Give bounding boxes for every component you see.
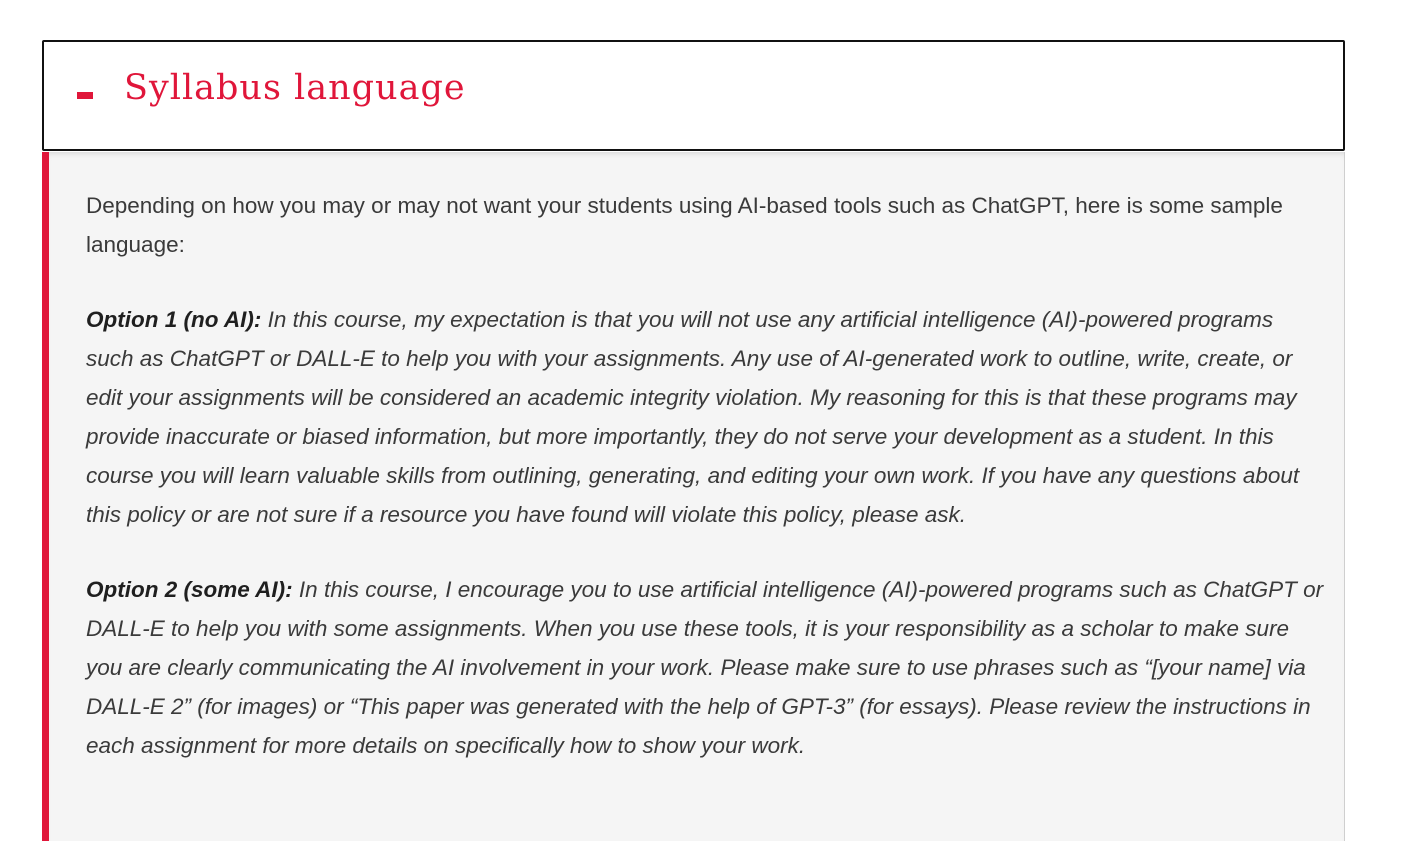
syllabus-accordion <box>42 40 1345 841</box>
option-2-paragraph <box>86 570 1326 765</box>
minus-icon[interactable] <box>77 92 93 99</box>
option-1-paragraph <box>86 300 1326 534</box>
option-1-label: Option 1 (no AI): <box>86 307 262 332</box>
option-2-label: Option 2 (some AI): <box>86 577 293 602</box>
accordion-panel <box>42 152 1345 841</box>
accordion-title[interactable]: Syllabus language <box>124 68 466 108</box>
intro-paragraph: Depending on how you may or may not want your students using AI-based tools such as ChatGPT, here is some sample language: <box>86 193 1283 257</box>
panel-content <box>86 186 1326 801</box>
option-2-text: In this course, I encourage you to use artificial intelligence (AI)-powered programs such as ChatGPT or DALL-E to help you with some assignments. When you use these tools, it is your responsibility as a scholar to make sure you are clearly communicating the AI involvement in your work. Please make sure to use phrases such as “[your name] via DALL-E 2” (for images) or “This paper was generated with the help of GPT-3” (for essays). Please review the instructions in each assignment for more details on specifically how to show your work. <box>86 577 1324 758</box>
accordion-header[interactable] <box>42 40 1345 151</box>
option-1-text: In this course, my expectation is that you will not use any artificial intelligence (AI)-powered programs such as ChatGPT or DALL-E to help you with your assignments. Any use of AI-generated work to outline, write, create, or edit your assignments will be considered an academic integrity violation. My reasoning for this is that these programs may provide inaccurate or biased information, but more importantly, they do not serve your development as a student. In this course you will learn valuable skills from outlining, generating, and editing your own work. If you have any questions about this policy or are not sure if a resource you have found will violate this policy, please ask. <box>86 307 1300 527</box>
